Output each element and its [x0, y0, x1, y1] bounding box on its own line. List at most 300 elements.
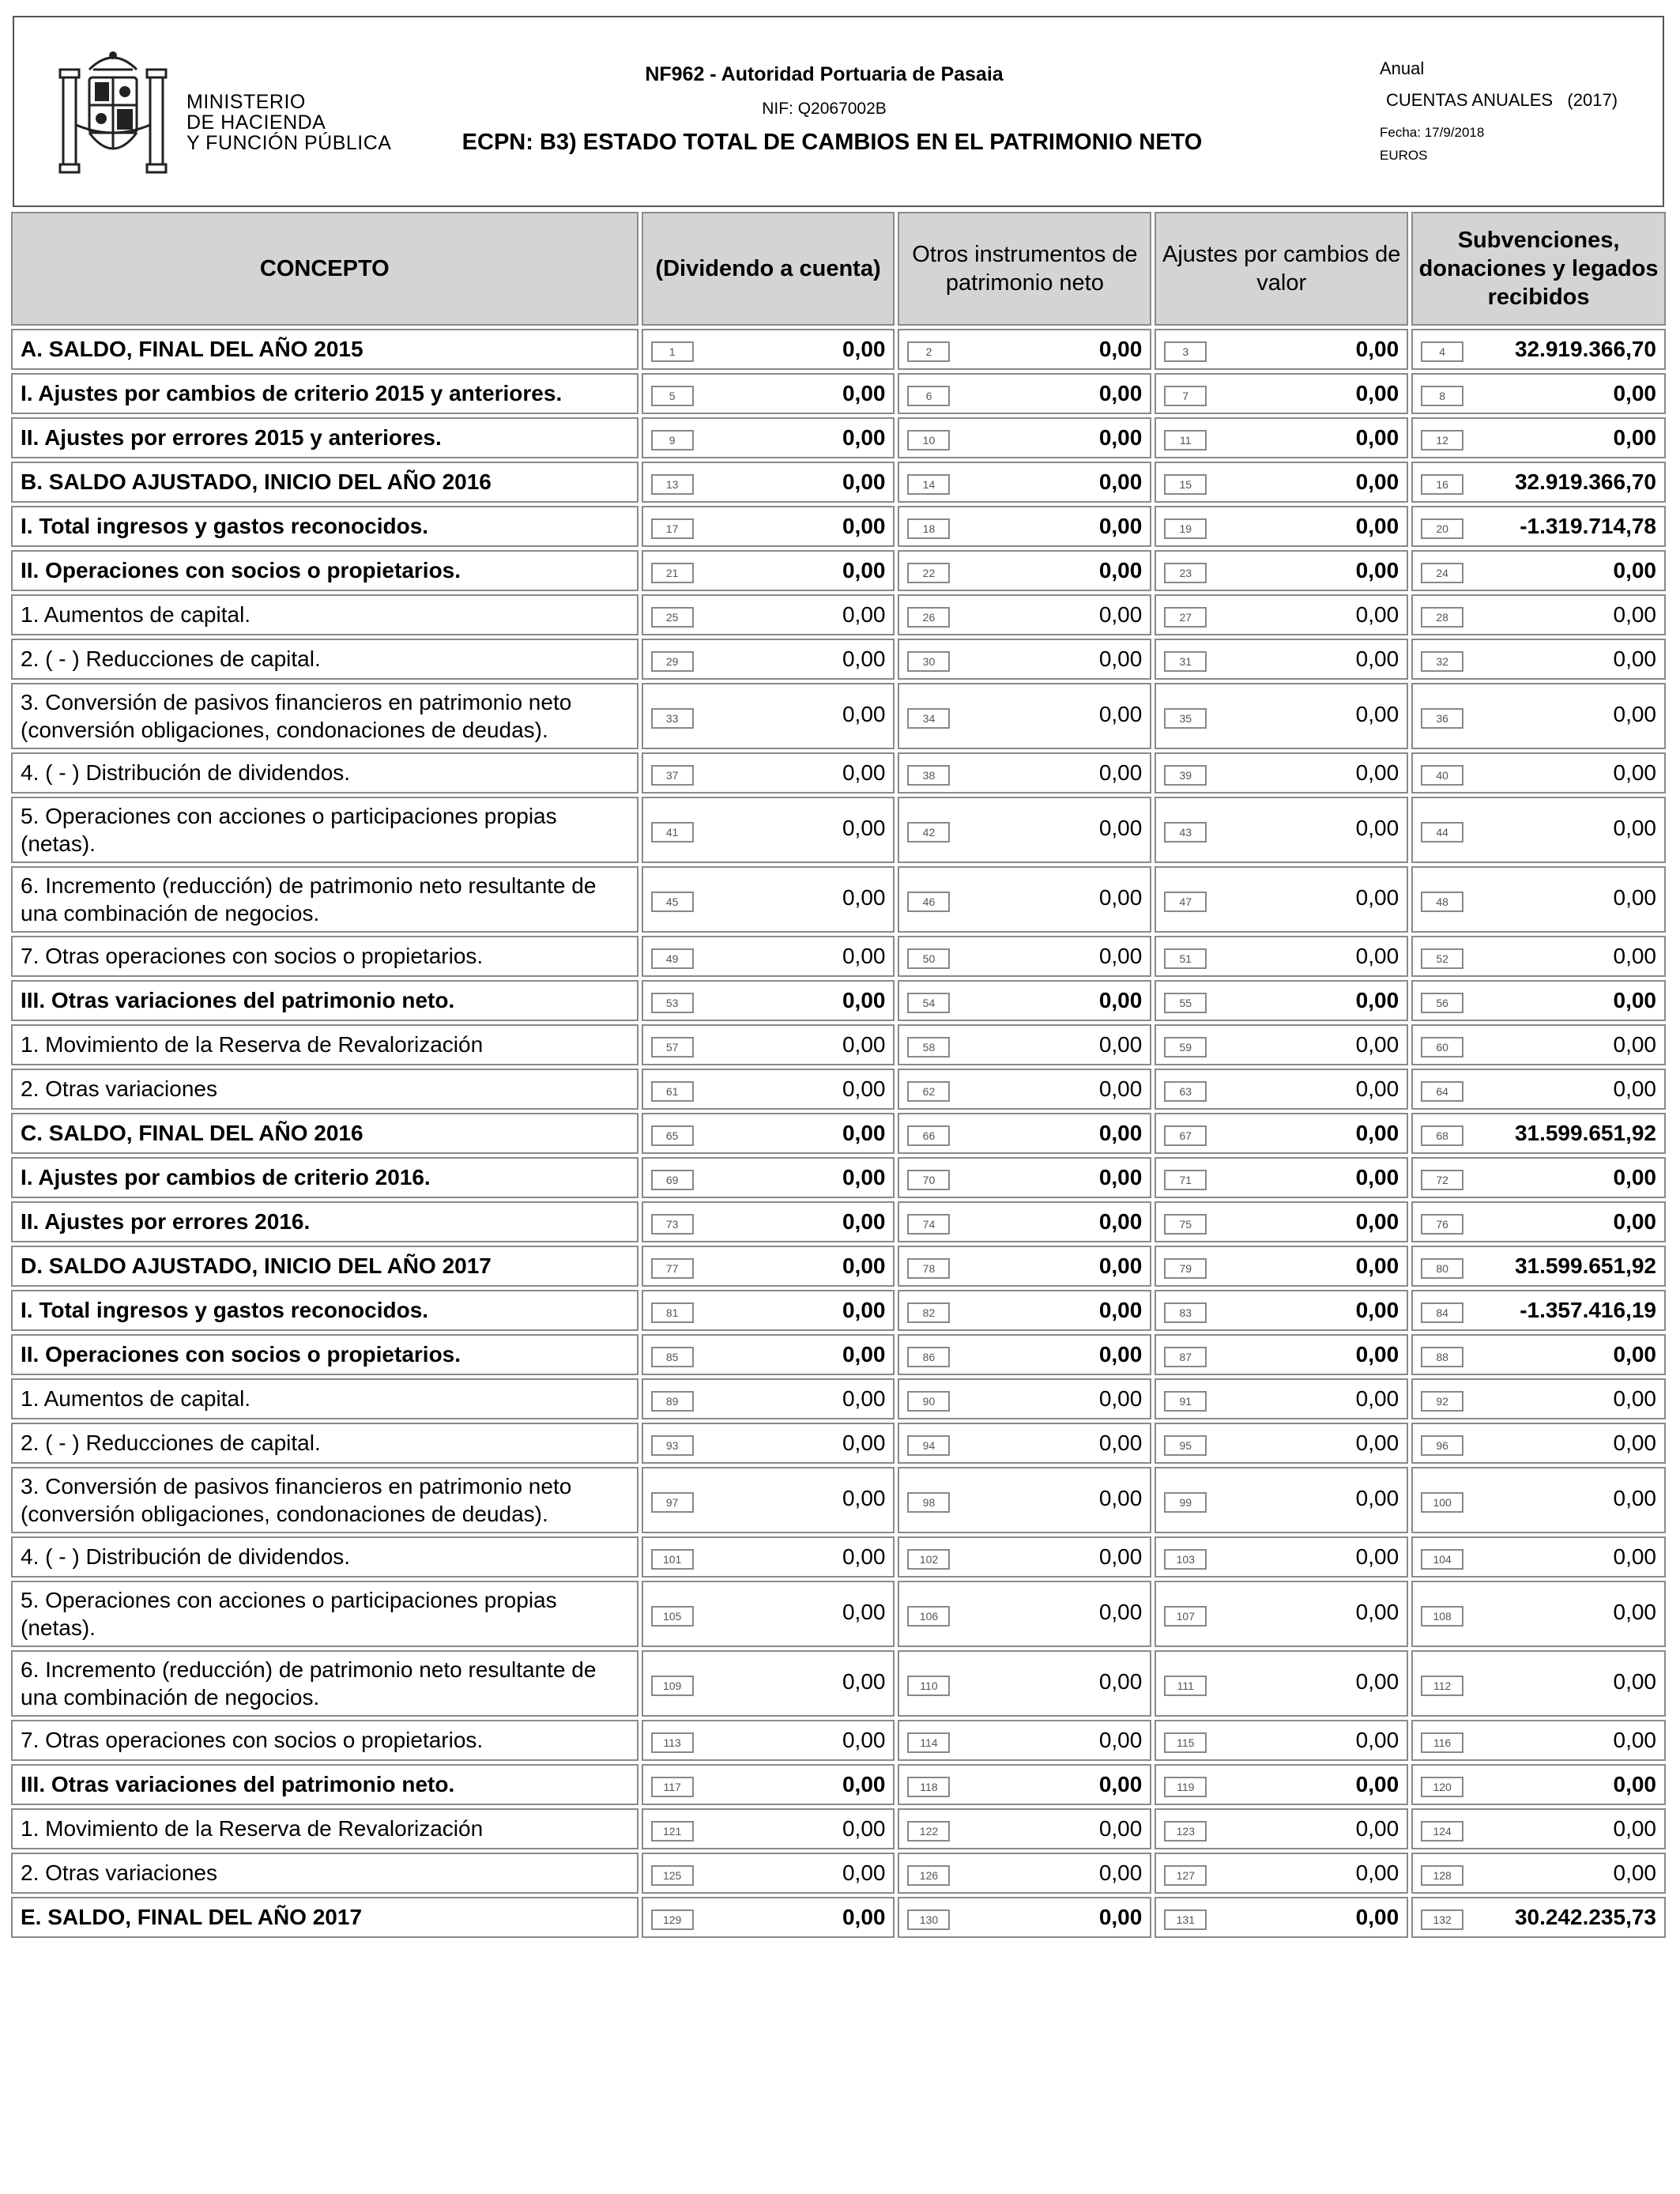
- amount-value: 0,00: [1098, 1600, 1143, 1624]
- row-concept: 7. Otras operaciones con socios o propietarios.: [11, 936, 638, 977]
- value-cell: [642, 1467, 895, 1533]
- value-cell: [1155, 329, 1408, 370]
- field-code-box: 91: [1164, 1391, 1207, 1412]
- value-cell: [898, 1024, 1151, 1065]
- row-concept: II. Ajustes por errores 2016.: [11, 1201, 638, 1242]
- value-cell: [1411, 1467, 1666, 1533]
- table-row: [11, 462, 1666, 503]
- table-row: [11, 1024, 1666, 1065]
- row-concept: 2. Otras variaciones: [11, 1069, 638, 1110]
- table-row: [11, 1378, 1666, 1419]
- value-cell: [1411, 1378, 1666, 1419]
- amount-value: 0,00: [1613, 381, 1656, 405]
- amount-value: 0,00: [1613, 1386, 1656, 1411]
- field-code-box: 53: [651, 993, 694, 1013]
- amount-value: 0,00: [1355, 1600, 1399, 1624]
- value-cell: [898, 797, 1151, 863]
- field-code-box: 70: [907, 1170, 950, 1190]
- table-row: [11, 417, 1666, 458]
- field-code-box: 28: [1421, 607, 1463, 628]
- amount-value: 0,00: [1098, 425, 1143, 450]
- value-cell: [1411, 866, 1666, 933]
- amount-value: 0,00: [1613, 1728, 1656, 1752]
- table-row: [11, 639, 1666, 680]
- ministry-line: Y FUNCIÓN PÚBLICA: [186, 132, 392, 154]
- value-cell: [1411, 329, 1666, 370]
- field-code-box: 51: [1164, 948, 1207, 969]
- amount-value: 0,00: [1098, 1772, 1143, 1796]
- table-row: [11, 373, 1666, 414]
- value-cell: [1411, 1201, 1666, 1242]
- value-cell: [1155, 1378, 1408, 1419]
- amount-value: 0,00: [1098, 469, 1143, 494]
- value-cell: [642, 1378, 895, 1419]
- table-row: [11, 1069, 1666, 1110]
- amount-value: 0,00: [842, 558, 886, 582]
- field-code-box: 67: [1164, 1125, 1207, 1146]
- value-cell: [642, 1246, 895, 1287]
- amount-value: 0,00: [1098, 760, 1143, 785]
- amount-value: 0,00: [1098, 1032, 1143, 1057]
- amount-value: 0,00: [1098, 1544, 1143, 1569]
- amount-value: 0,00: [842, 1076, 886, 1101]
- field-code-box: 7: [1164, 386, 1207, 406]
- amount-value: 0,00: [842, 1600, 886, 1624]
- amount-value: 0,00: [842, 602, 886, 627]
- value-cell: [1411, 1853, 1666, 1894]
- value-cell: [1411, 1113, 1666, 1154]
- amount-value: 0,00: [842, 760, 886, 785]
- value-cell: [1155, 1536, 1408, 1578]
- field-code-box: 75: [1164, 1214, 1207, 1235]
- period-label: Anual: [1380, 58, 1425, 78]
- value-cell: [1155, 1201, 1408, 1242]
- field-code-box: 45: [651, 892, 694, 912]
- field-code-box: 98: [907, 1492, 950, 1513]
- field-code-box: 6: [907, 386, 950, 406]
- field-code-box: 92: [1421, 1391, 1463, 1412]
- value-cell: [642, 1808, 895, 1849]
- value-cell: [1411, 1290, 1666, 1331]
- amount-value: 0,00: [1613, 944, 1656, 968]
- field-code-box: 108: [1421, 1606, 1463, 1627]
- amount-value: 0,00: [1355, 1253, 1399, 1278]
- field-code-box: 33: [651, 708, 694, 729]
- amount-value: 0,00: [1355, 1669, 1399, 1694]
- row-concept: E. SALDO, FINAL DEL AÑO 2017: [11, 1897, 638, 1938]
- table-row: [11, 1581, 1666, 1647]
- field-code-box: 59: [1164, 1037, 1207, 1057]
- value-cell: [1155, 1069, 1408, 1110]
- amount-value: 0,00: [842, 1342, 886, 1367]
- field-code-box: 68: [1421, 1125, 1463, 1146]
- field-code-box: 109: [651, 1676, 694, 1696]
- value-cell: [898, 1069, 1151, 1110]
- value-cell: [1155, 797, 1408, 863]
- field-code-box: 57: [651, 1037, 694, 1057]
- amount-value: 0,00: [1098, 702, 1143, 726]
- field-code-box: 88: [1421, 1347, 1463, 1367]
- amount-value: 0,00: [842, 1298, 886, 1322]
- field-code-box: 36: [1421, 708, 1463, 729]
- value-cell: [1411, 1024, 1666, 1065]
- field-code-box: 90: [907, 1391, 950, 1412]
- field-code-box: 84: [1421, 1302, 1463, 1323]
- field-code-box: 96: [1421, 1435, 1463, 1456]
- table-row: [11, 594, 1666, 635]
- field-code-box: 130: [907, 1909, 950, 1930]
- row-concept: 1. Aumentos de capital.: [11, 594, 638, 635]
- value-cell: [1411, 639, 1666, 680]
- amount-value: 0,00: [842, 469, 886, 494]
- value-cell: [1411, 1423, 1666, 1464]
- amount-value: 0,00: [1355, 1076, 1399, 1101]
- row-concept: 1. Movimiento de la Reserva de Revalorización: [11, 1024, 638, 1065]
- value-cell: [642, 936, 895, 977]
- table-row: [11, 506, 1666, 547]
- field-code-box: 63: [1164, 1081, 1207, 1102]
- amount-value: 0,00: [842, 1032, 886, 1057]
- field-code-box: 120: [1421, 1777, 1463, 1797]
- value-cell: [1411, 462, 1666, 503]
- amount-value: 0,00: [1098, 816, 1143, 840]
- amount-value: 0,00: [1098, 885, 1143, 910]
- amount-value: 0,00: [1355, 1032, 1399, 1057]
- field-code-box: 43: [1164, 822, 1207, 843]
- field-code-box: 101: [651, 1549, 694, 1570]
- value-cell: [898, 594, 1151, 635]
- amount-value: 0,00: [1613, 760, 1656, 785]
- amount-value: 0,00: [842, 1669, 886, 1694]
- table-row: [11, 1113, 1666, 1154]
- field-code-box: 71: [1164, 1170, 1207, 1190]
- value-cell: [642, 797, 895, 863]
- amount-value: 0,00: [1613, 602, 1656, 627]
- value-cell: [642, 1581, 895, 1647]
- field-code-box: 10: [907, 430, 950, 450]
- value-cell: [1155, 462, 1408, 503]
- amount-value: 0,00: [842, 1486, 886, 1510]
- amount-value: 0,00: [1355, 469, 1399, 494]
- value-cell: [898, 1853, 1151, 1894]
- value-cell: [642, 1536, 895, 1578]
- row-concept: 2. Otras variaciones: [11, 1853, 638, 1894]
- value-cell: [898, 1764, 1151, 1805]
- field-code-box: 26: [907, 607, 950, 628]
- field-code-box: 100: [1421, 1492, 1463, 1513]
- amount-value: 0,00: [1355, 1386, 1399, 1411]
- value-cell: [1155, 752, 1408, 794]
- amount-value: 0,00: [1613, 1669, 1656, 1694]
- field-code-box: 111: [1164, 1676, 1207, 1696]
- field-code-box: 15: [1164, 474, 1207, 495]
- amount-value: 0,00: [1098, 988, 1143, 1012]
- amount-value: 0,00: [1098, 1253, 1143, 1278]
- value-cell: [642, 417, 895, 458]
- amount-value: 31.599.651,92: [1514, 1121, 1656, 1145]
- value-cell: [898, 1378, 1151, 1419]
- column-header-concepto: CONCEPTO: [11, 212, 638, 326]
- row-concept: D. SALDO AJUSTADO, INICIO DEL AÑO 2017: [11, 1246, 638, 1287]
- value-cell: [898, 1581, 1151, 1647]
- table-row: [11, 1897, 1666, 1938]
- value-cell: [642, 329, 895, 370]
- field-code-box: 19: [1164, 518, 1207, 539]
- value-cell: [1411, 1069, 1666, 1110]
- row-concept: II. Ajustes por errores 2015 y anteriores.: [11, 417, 638, 458]
- value-cell: [898, 1334, 1151, 1375]
- table-row: [11, 1853, 1666, 1894]
- currency-label: EUROS: [1380, 148, 1428, 163]
- amount-value: 0,00: [842, 1544, 886, 1569]
- row-concept: 6. Incremento (reducción) de patrimonio neto resultante de una combinación de negocios.: [11, 866, 638, 933]
- entity-name: NF962 - Autoridad Portuaria de Pasaia: [645, 63, 1004, 85]
- value-cell: [1411, 1157, 1666, 1198]
- value-cell: [1411, 594, 1666, 635]
- field-code-box: 58: [907, 1037, 950, 1057]
- row-concept: 4. ( - ) Distribución de dividendos.: [11, 752, 638, 794]
- row-concept: III. Otras variaciones del patrimonio neto.: [11, 980, 638, 1021]
- field-code-box: 3: [1164, 341, 1207, 362]
- value-cell: [642, 1764, 895, 1805]
- row-concept: 3. Conversión de pasivos financieros en patrimonio neto (conversión obligaciones, condonaciones de deudas).: [11, 1467, 638, 1533]
- value-cell: [1155, 506, 1408, 547]
- field-code-box: 42: [907, 822, 950, 843]
- table-row: [11, 1423, 1666, 1464]
- field-code-box: 117: [651, 1777, 694, 1797]
- table-row: [11, 1467, 1666, 1533]
- field-code-box: 40: [1421, 765, 1463, 786]
- amount-value: 0,00: [1613, 1544, 1656, 1569]
- field-code-box: 97: [651, 1492, 694, 1513]
- value-cell: [1155, 639, 1408, 680]
- field-code-box: 95: [1164, 1435, 1207, 1456]
- value-cell: [1411, 1808, 1666, 1849]
- amount-value: 0,00: [1355, 602, 1399, 627]
- value-cell: [642, 594, 895, 635]
- amount-value: 0,00: [1355, 988, 1399, 1012]
- field-code-box: 2: [907, 341, 950, 362]
- amount-value: 0,00: [1098, 1728, 1143, 1752]
- ministry-line: DE HACIENDA: [186, 111, 326, 134]
- amount-value: 0,00: [1613, 558, 1656, 582]
- field-code-box: 1: [651, 341, 694, 362]
- amount-value: 0,00: [842, 1386, 886, 1411]
- amount-value: 0,00: [1098, 1076, 1143, 1101]
- table-row: [11, 980, 1666, 1021]
- amount-value: 0,00: [842, 1165, 886, 1189]
- field-code-box: 17: [651, 518, 694, 539]
- field-code-box: 85: [651, 1347, 694, 1367]
- value-cell: [642, 752, 895, 794]
- field-code-box: 54: [907, 993, 950, 1013]
- field-code-box: 44: [1421, 822, 1463, 843]
- field-code-box: 73: [651, 1214, 694, 1235]
- value-cell: [1155, 683, 1408, 749]
- field-code-box: 121: [651, 1821, 694, 1842]
- table-row: [11, 1246, 1666, 1287]
- amount-value: 0,00: [842, 1253, 886, 1278]
- table-row: [11, 1157, 1666, 1198]
- table-row: [11, 329, 1666, 370]
- value-cell: [898, 1650, 1151, 1717]
- field-code-box: 60: [1421, 1037, 1463, 1057]
- column-header-ajustes: Ajustes por cambios de valor: [1155, 212, 1408, 326]
- table-row: [11, 1720, 1666, 1761]
- field-code-box: 48: [1421, 892, 1463, 912]
- value-cell: [1155, 417, 1408, 458]
- amount-value: 0,00: [842, 1121, 886, 1145]
- field-code-box: 61: [651, 1081, 694, 1102]
- amount-value: 0,00: [1613, 1860, 1656, 1885]
- amount-value: 0,00: [1098, 602, 1143, 627]
- row-concept: II. Operaciones con socios o propietarios.: [11, 550, 638, 591]
- value-cell: [1155, 1290, 1408, 1331]
- row-concept: C. SALDO, FINAL DEL AÑO 2016: [11, 1113, 638, 1154]
- value-cell: [1155, 1581, 1408, 1647]
- value-cell: [898, 639, 1151, 680]
- value-cell: [898, 1201, 1151, 1242]
- value-cell: [898, 1897, 1151, 1938]
- field-code-box: 22: [907, 563, 950, 583]
- field-code-box: 52: [1421, 948, 1463, 969]
- amount-value: 0,00: [1613, 1772, 1656, 1796]
- field-code-box: 50: [907, 948, 950, 969]
- row-concept: 7. Otras operaciones con socios o propietarios.: [11, 1720, 638, 1761]
- amount-value: 0,00: [1355, 514, 1399, 538]
- value-cell: [1155, 1808, 1408, 1849]
- field-code-box: 29: [651, 651, 694, 672]
- amount-value: 0,00: [842, 1728, 886, 1752]
- value-cell: [898, 1290, 1151, 1331]
- date-label: Fecha: 17/9/2018: [1380, 125, 1485, 140]
- field-code-box: 13: [651, 474, 694, 495]
- value-cell: [642, 550, 895, 591]
- amount-value: 0,00: [1355, 1431, 1399, 1455]
- amount-value: 0,00: [1355, 885, 1399, 910]
- amount-value: 0,00: [1613, 1032, 1656, 1057]
- amount-value: 0,00: [1355, 1342, 1399, 1367]
- row-concept: I. Ajustes por cambios de criterio 2015 y anteriores.: [11, 373, 638, 414]
- value-cell: [1155, 1720, 1408, 1761]
- value-cell: [898, 866, 1151, 933]
- amount-value: 0,00: [842, 514, 886, 538]
- field-code-box: 79: [1164, 1258, 1207, 1279]
- field-code-box: 76: [1421, 1214, 1463, 1235]
- row-concept: I. Total ingresos y gastos reconocidos.: [11, 1290, 638, 1331]
- field-code-box: 83: [1164, 1302, 1207, 1323]
- value-cell: [1411, 1246, 1666, 1287]
- field-code-box: 81: [651, 1302, 694, 1323]
- value-cell: [898, 980, 1151, 1021]
- field-code-box: 37: [651, 765, 694, 786]
- field-code-box: 8: [1421, 386, 1463, 406]
- value-cell: [1155, 1334, 1408, 1375]
- table-row: [11, 752, 1666, 794]
- row-concept: 5. Operaciones con acciones o participaciones propias (netas).: [11, 797, 638, 863]
- value-cell: [642, 1290, 895, 1331]
- field-code-box: 11: [1164, 430, 1207, 450]
- field-code-box: 77: [651, 1258, 694, 1279]
- value-cell: [1411, 1581, 1666, 1647]
- value-cell: [1155, 1897, 1408, 1938]
- amount-value: 0,00: [842, 381, 886, 405]
- amount-value: 0,00: [1355, 1121, 1399, 1145]
- value-cell: [898, 1246, 1151, 1287]
- row-concept: III. Otras variaciones del patrimonio neto.: [11, 1764, 638, 1805]
- value-cell: [642, 866, 895, 933]
- table-row: [11, 1764, 1666, 1805]
- table-row: [11, 1808, 1666, 1849]
- field-code-box: 78: [907, 1258, 950, 1279]
- value-cell: [1411, 1764, 1666, 1805]
- amount-value: 0,00: [1355, 647, 1399, 671]
- amount-value: 0,00: [842, 816, 886, 840]
- row-concept: I. Ajustes por cambios de criterio 2016.: [11, 1157, 638, 1198]
- field-code-box: 125: [651, 1865, 694, 1886]
- amount-value: 0,00: [842, 944, 886, 968]
- row-concept: 5. Operaciones con acciones o participaciones propias (netas).: [11, 1581, 638, 1647]
- value-cell: [642, 1334, 895, 1375]
- row-concept: 2. ( - ) Reducciones de capital.: [11, 1423, 638, 1464]
- field-code-box: 12: [1421, 430, 1463, 450]
- value-cell: [1155, 980, 1408, 1021]
- value-cell: [1411, 373, 1666, 414]
- table-row: [11, 1536, 1666, 1578]
- row-concept: A. SALDO, FINAL DEL AÑO 2015: [11, 329, 638, 370]
- field-code-box: 104: [1421, 1549, 1463, 1570]
- amount-value: 0,00: [1098, 1209, 1143, 1234]
- value-cell: [898, 1157, 1151, 1198]
- field-code-box: 41: [651, 822, 694, 843]
- amount-value: 0,00: [1613, 1816, 1656, 1841]
- field-code-box: 49: [651, 948, 694, 969]
- field-code-box: 46: [907, 892, 950, 912]
- value-cell: [1411, 980, 1666, 1021]
- amount-value: 0,00: [1613, 1431, 1656, 1455]
- field-code-box: 110: [907, 1676, 950, 1696]
- value-cell: [1155, 1246, 1408, 1287]
- value-cell: [1411, 550, 1666, 591]
- value-cell: [642, 462, 895, 503]
- field-code-box: 80: [1421, 1258, 1463, 1279]
- value-cell: [1411, 797, 1666, 863]
- table-row: [11, 1290, 1666, 1331]
- field-code-box: 34: [907, 708, 950, 729]
- table-row: [11, 797, 1666, 863]
- field-code-box: 119: [1164, 1777, 1207, 1797]
- amount-value: 0,00: [842, 885, 886, 910]
- value-cell: [1411, 936, 1666, 977]
- field-code-box: 82: [907, 1302, 950, 1323]
- value-cell: [642, 1897, 895, 1938]
- field-code-box: 56: [1421, 993, 1463, 1013]
- field-code-box: 118: [907, 1777, 950, 1797]
- value-cell: [1155, 1113, 1408, 1154]
- row-concept: 4. ( - ) Distribución de dividendos.: [11, 1536, 638, 1578]
- amount-value: 0,00: [1098, 1121, 1143, 1145]
- amount-value: 0,00: [1355, 1728, 1399, 1752]
- field-code-box: 94: [907, 1435, 950, 1456]
- amount-value: 31.599.651,92: [1514, 1253, 1656, 1278]
- amount-value: 0,00: [1355, 337, 1399, 361]
- value-cell: [642, 639, 895, 680]
- value-cell: [1411, 506, 1666, 547]
- value-cell: [1155, 866, 1408, 933]
- amount-value: 0,00: [1098, 1298, 1143, 1322]
- field-code-box: 18: [907, 518, 950, 539]
- row-concept: 1. Aumentos de capital.: [11, 1378, 638, 1419]
